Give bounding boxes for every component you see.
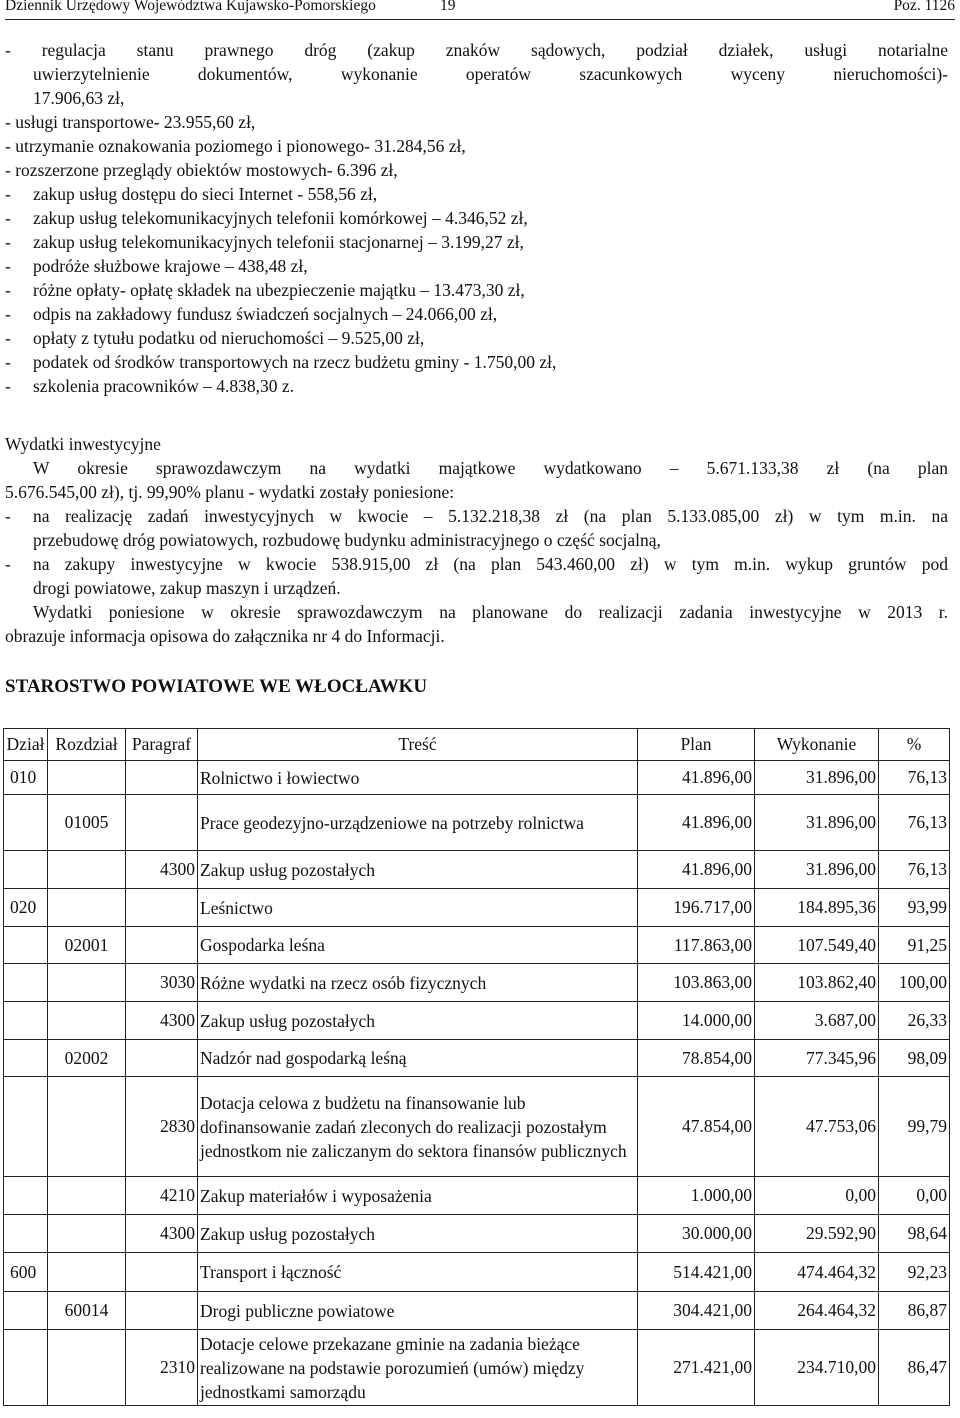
table-row — [4, 761, 950, 795]
cell-plan: 14.000,00 — [638, 1002, 755, 1040]
list-item: - na realizację zadań inwestycyjnych w kwocie – 5.132.218,38 zł (na plan 5.133.085,00 zł) w tym m.in. na — [5, 506, 948, 526]
cell-plan: 514.421,00 — [638, 1253, 755, 1292]
cell-rz — [48, 889, 126, 927]
cell-par — [126, 761, 198, 795]
cell-dz — [4, 1177, 48, 1215]
table-row — [4, 1330, 950, 1406]
page-header — [5, 0, 955, 20]
paragraph-line: przebudowę dróg powiatowych, rozbudowę budynku administracyjnego o część socjalną, — [33, 530, 661, 550]
paragraph-line: W okresie sprawozdawczym na wydatki majątkowe wydatkowano – 5.671.133,38 zł (na plan — [33, 458, 948, 478]
cell-par: 2310 — [126, 1330, 198, 1406]
cell-par: 4300 — [126, 1215, 198, 1253]
table-row — [4, 1040, 950, 1077]
cell-pct: 76,13 — [879, 795, 950, 851]
cell-tresc: Prace geodezyjno-urządzeniowe na potrzeby rolnictwa — [198, 795, 638, 851]
list-item: - zakup usług telekomunikacyjnych telefonii komórkowej – 4.346,52 zł, — [5, 208, 528, 228]
cell-dz: 010 — [4, 761, 48, 795]
cell-rz — [48, 1253, 126, 1292]
list-item: - opłaty z tytułu podatku od nieruchomości – 9.525,00 zł, — [5, 328, 425, 348]
cell-tresc: Drogi publiczne powiatowe — [198, 1292, 638, 1330]
budget-table — [3, 728, 950, 1406]
cell-dz — [4, 1077, 48, 1177]
cell-rz: 02001 — [48, 927, 126, 964]
cell-par: 4300 — [126, 851, 198, 889]
cell-tresc: Gospodarka leśna — [198, 927, 638, 964]
list-item: 17.906,63 zł, — [33, 88, 125, 108]
col-header: Wykonanie — [755, 729, 879, 761]
table-row — [4, 1215, 950, 1253]
cell-wyk: 234.710,00 — [755, 1330, 879, 1406]
list-item: - podróże służbowe krajowe – 438,48 zł, — [5, 256, 308, 276]
cell-par: 4300 — [126, 1002, 198, 1040]
list-item: uwierzytelnienie dokumentów, wykonanie operatów szacunkowych wyceny nieruchomości)- — [33, 64, 948, 84]
cell-tresc: Dotacja celowa z budżetu na finansowanie lub dofinansowanie zadań zleconych do realizacji pozostałym jednostkom nie zaliczanym do sektora finansów publicznych — [198, 1077, 638, 1177]
paragraph-line: 5.676.545,00 zł), tj. 99,90% planu - wydatki zostały poniesione: — [5, 482, 455, 502]
cell-par — [126, 1292, 198, 1330]
expense-list-2 — [5, 182, 948, 398]
cell-plan: 41.896,00 — [638, 795, 755, 851]
cell-par: 2830 — [126, 1077, 198, 1177]
cell-tresc: Nadzór nad gospodarką leśną — [198, 1040, 638, 1077]
cell-dz: 600 — [4, 1253, 48, 1292]
table-row — [4, 1292, 950, 1330]
cell-pct: 0,00 — [879, 1177, 950, 1215]
cell-pct: 99,79 — [879, 1077, 950, 1177]
cell-plan: 41.896,00 — [638, 761, 755, 795]
table-row — [4, 964, 950, 1002]
cell-plan: 30.000,00 — [638, 1215, 755, 1253]
table-row — [4, 1253, 950, 1292]
cell-dz — [4, 927, 48, 964]
cell-rz — [48, 1330, 126, 1406]
cell-wyk: 31.896,00 — [755, 795, 879, 851]
section-title: STAROSTWO POWIATOWE WE WŁOCŁAWKU — [5, 676, 428, 697]
position-number: Poz. 1126 — [893, 0, 955, 14]
cell-pct: 26,33 — [879, 1002, 950, 1040]
list-item: - rozszerzone przeglądy obiektów mostowych- 6.396 zł, — [5, 160, 398, 180]
cell-plan: 1.000,00 — [638, 1177, 755, 1215]
cell-par: 3030 — [126, 964, 198, 1002]
cell-dz — [4, 1215, 48, 1253]
cell-tresc: Zakup usług pozostałych — [198, 1002, 638, 1040]
cell-wyk: 29.592,90 — [755, 1215, 879, 1253]
cell-par — [126, 795, 198, 851]
cell-plan: 41.896,00 — [638, 851, 755, 889]
cell-par — [126, 889, 198, 927]
cell-plan: 117.863,00 — [638, 927, 755, 964]
col-header: Treść — [198, 729, 638, 761]
cell-rz — [48, 1077, 126, 1177]
cell-par — [126, 1253, 198, 1292]
cell-dz — [4, 1040, 48, 1077]
cell-wyk: 107.549,40 — [755, 927, 879, 964]
cell-wyk: 264.464,32 — [755, 1292, 879, 1330]
cell-tresc: Zakup materiałów i wyposażenia — [198, 1177, 638, 1215]
cell-plan: 78.854,00 — [638, 1040, 755, 1077]
table-row — [4, 1077, 950, 1177]
cell-tresc: Różne wydatki na rzecz osób fizycznych — [198, 964, 638, 1002]
cell-rz — [48, 1002, 126, 1040]
table-row — [4, 927, 950, 964]
cell-wyk: 47.753,06 — [755, 1077, 879, 1177]
cell-par: 4210 — [126, 1177, 198, 1215]
cell-rz — [48, 1177, 126, 1215]
table-row — [4, 889, 950, 927]
table-row — [4, 1177, 950, 1215]
page-number: 19 — [440, 0, 456, 14]
cell-tresc: Zakup usług pozostałych — [198, 1215, 638, 1253]
col-header: Rozdział — [48, 729, 126, 761]
cell-plan: 47.854,00 — [638, 1077, 755, 1177]
paragraph-line: obrazuje informacja opisowa do załącznika nr 4 do Informacji. — [5, 626, 445, 646]
cell-dz — [4, 964, 48, 1002]
cell-rz — [48, 761, 126, 795]
investment-heading: Wydatki inwestycyjne — [5, 434, 161, 454]
col-header: Plan — [638, 729, 755, 761]
list-item: - zakup usług dostępu do sieci Internet - 558,56 zł, — [5, 184, 378, 204]
cell-dz — [4, 1002, 48, 1040]
list-item: - podatek od środków transportowych na rzecz budżetu gminy - 1.750,00 zł, — [5, 352, 557, 372]
table-row — [4, 851, 950, 889]
cell-dz — [4, 1292, 48, 1330]
paragraph-line: Wydatki poniesione w okresie sprawozdawczym na planowane do realizacji zadania inwestycyjne w 2013 r. — [33, 602, 948, 622]
cell-tresc: Transport i łączność — [198, 1253, 638, 1292]
cell-pct: 86,87 — [879, 1292, 950, 1330]
list-item: - na zakupy inwestycyjne w kwocie 538.915,00 zł (na plan 543.460,00 zł) w tym m.in. wykup gruntów pod — [5, 554, 948, 574]
cell-wyk: 3.687,00 — [755, 1002, 879, 1040]
cell-wyk: 31.896,00 — [755, 761, 879, 795]
cell-dz — [4, 1330, 48, 1406]
cell-wyk: 474.464,32 — [755, 1253, 879, 1292]
list-item: - utrzymanie oznakowania poziomego i pionowego- 31.284,56 zł, — [5, 136, 466, 156]
list-item: - różne opłaty- opłatę składek na ubezpieczenie majątku – 13.473,30 zł, — [5, 280, 525, 300]
cell-tresc: Rolnictwo i łowiectwo — [198, 761, 638, 795]
cell-rz — [48, 964, 126, 1002]
cell-dz — [4, 795, 48, 851]
cell-wyk: 77.345,96 — [755, 1040, 879, 1077]
cell-wyk: 184.895,36 — [755, 889, 879, 927]
cell-pct: 93,99 — [879, 889, 950, 927]
cell-dz: 020 — [4, 889, 48, 927]
investment-section — [5, 432, 948, 648]
cell-plan: 103.863,00 — [638, 964, 755, 1002]
cell-par — [126, 1040, 198, 1077]
list-item: - regulacja stanu prawnego dróg (zakup znaków sądowych, podział działek, usługi notarialne — [5, 40, 948, 60]
cell-rz: 01005 — [48, 795, 126, 851]
cell-wyk: 0,00 — [755, 1177, 879, 1215]
cell-rz: 02002 — [48, 1040, 126, 1077]
journal-title: Dziennik Urzędowy Województwa Kujawsko-Pomorskiego — [5, 0, 376, 14]
cell-par — [126, 927, 198, 964]
expense-list-1 — [5, 38, 948, 182]
cell-rz: 60014 — [48, 1292, 126, 1330]
cell-pct: 100,00 — [879, 964, 950, 1002]
cell-rz — [48, 851, 126, 889]
cell-plan: 304.421,00 — [638, 1292, 755, 1330]
cell-tresc: Dotacje celowe przekazane gminie na zadania bieżące realizowane na podstawie porozumień (umów) między jednostkami samorządu — [198, 1330, 638, 1406]
col-header: Dział — [4, 729, 48, 761]
cell-pct: 76,13 — [879, 851, 950, 889]
cell-pct: 98,64 — [879, 1215, 950, 1253]
list-item: - szkolenia pracowników – 4.838,30 z. — [5, 376, 294, 396]
cell-pct: 76,13 — [879, 761, 950, 795]
cell-tresc: Leśnictwo — [198, 889, 638, 927]
list-item: - odpis na zakładowy fundusz świadczeń socjalnych – 24.066,00 zł, — [5, 304, 498, 324]
cell-pct: 91,25 — [879, 927, 950, 964]
cell-plan: 196.717,00 — [638, 889, 755, 927]
paragraph-line: drogi powiatowe, zakup maszyn i urządzeń. — [33, 578, 341, 598]
cell-wyk: 31.896,00 — [755, 851, 879, 889]
cell-rz — [48, 1215, 126, 1253]
col-header: Paragraf — [126, 729, 198, 761]
cell-pct: 92,23 — [879, 1253, 950, 1292]
cell-pct: 86,47 — [879, 1330, 950, 1406]
table-header-row — [4, 729, 950, 761]
cell-tresc: Zakup usług pozostałych — [198, 851, 638, 889]
cell-plan: 271.421,00 — [638, 1330, 755, 1406]
table-row — [4, 1002, 950, 1040]
col-header: % — [879, 729, 950, 761]
cell-pct: 98,09 — [879, 1040, 950, 1077]
cell-dz — [4, 851, 48, 889]
table-row — [4, 795, 950, 851]
list-item: - zakup usług telekomunikacyjnych telefonii stacjonarnej – 3.199,27 zł, — [5, 232, 524, 252]
list-item: - usługi transportowe- 23.955,60 zł, — [5, 112, 256, 132]
cell-wyk: 103.862,40 — [755, 964, 879, 1002]
